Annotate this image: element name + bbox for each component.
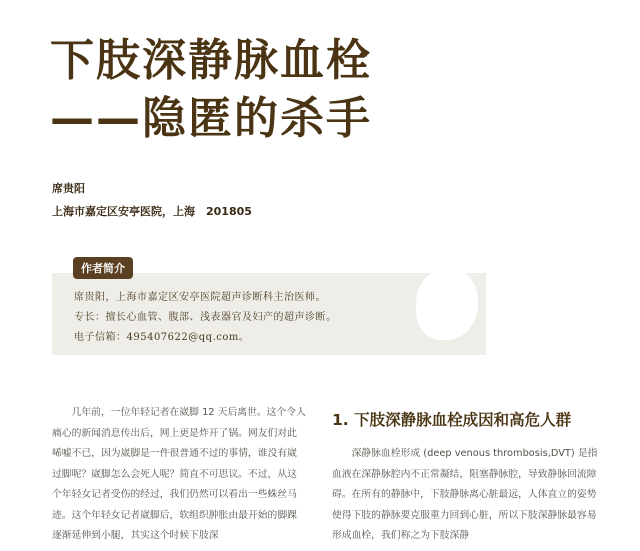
body-paragraph: 深静脉血栓形成 (deep venous thrombosis,DVT) 是指血液在深静脉腔内不正常凝结，阻塞静脉腔，导致静脉回流障碍。在所有的静脉中，下肢静脉离心脏最远，人体直立的姿势使得下肢的静脉要克服重力回到心脏，所以下肢深静脉最容易形成血栓，我们称之为下肢深静 bbox=[332, 448, 598, 541]
author-intro-tag: 作者简介 bbox=[73, 257, 133, 279]
article-title-line1: 下肢深静脉血栓 bbox=[50, 35, 372, 86]
author-name: 席贵阳 bbox=[52, 182, 85, 195]
body-column-right bbox=[332, 444, 602, 547]
body-paragraph: 几年前，一位年轻记者在崴脚 12 天后离世。这个令人痛心的新闻消息传出后，网上更是炸开了锅。网友们对此唏嘘不已，因为崴脚是一件很普通不过的事情，谁没有崴过脚呢？崴脚怎么会死人呢？简直不可思议。不过，从这个年轻女记者受伤的经过，我们仍然可以看出一些蛛丝马迹。这个年轻女记者崴脚后，软组织肿胀由最开始的脚踝逐渐延伸到小腿，其实这个时候下肢深 bbox=[52, 407, 306, 541]
author-intro-line: 席贵阳，上海市嘉定区安亭医院超声诊断科主治医师。 bbox=[74, 292, 326, 303]
author-intro-line: 电子信箱：495407622@qq.com。 bbox=[74, 332, 250, 343]
body-column-left bbox=[52, 403, 306, 547]
section-heading: 1. 下肢深静脉血栓成因和高危人群 bbox=[332, 411, 572, 429]
author-intro-line: 专长：擅长心血管、腹部、浅表器官及妇产的超声诊断。 bbox=[74, 312, 337, 323]
article-title-line2: ——隐匿的杀手 bbox=[50, 93, 372, 144]
author-affiliation: 上海市嘉定区安亭医院，上海 201805 bbox=[52, 205, 252, 218]
decorative-blob bbox=[416, 268, 478, 340]
